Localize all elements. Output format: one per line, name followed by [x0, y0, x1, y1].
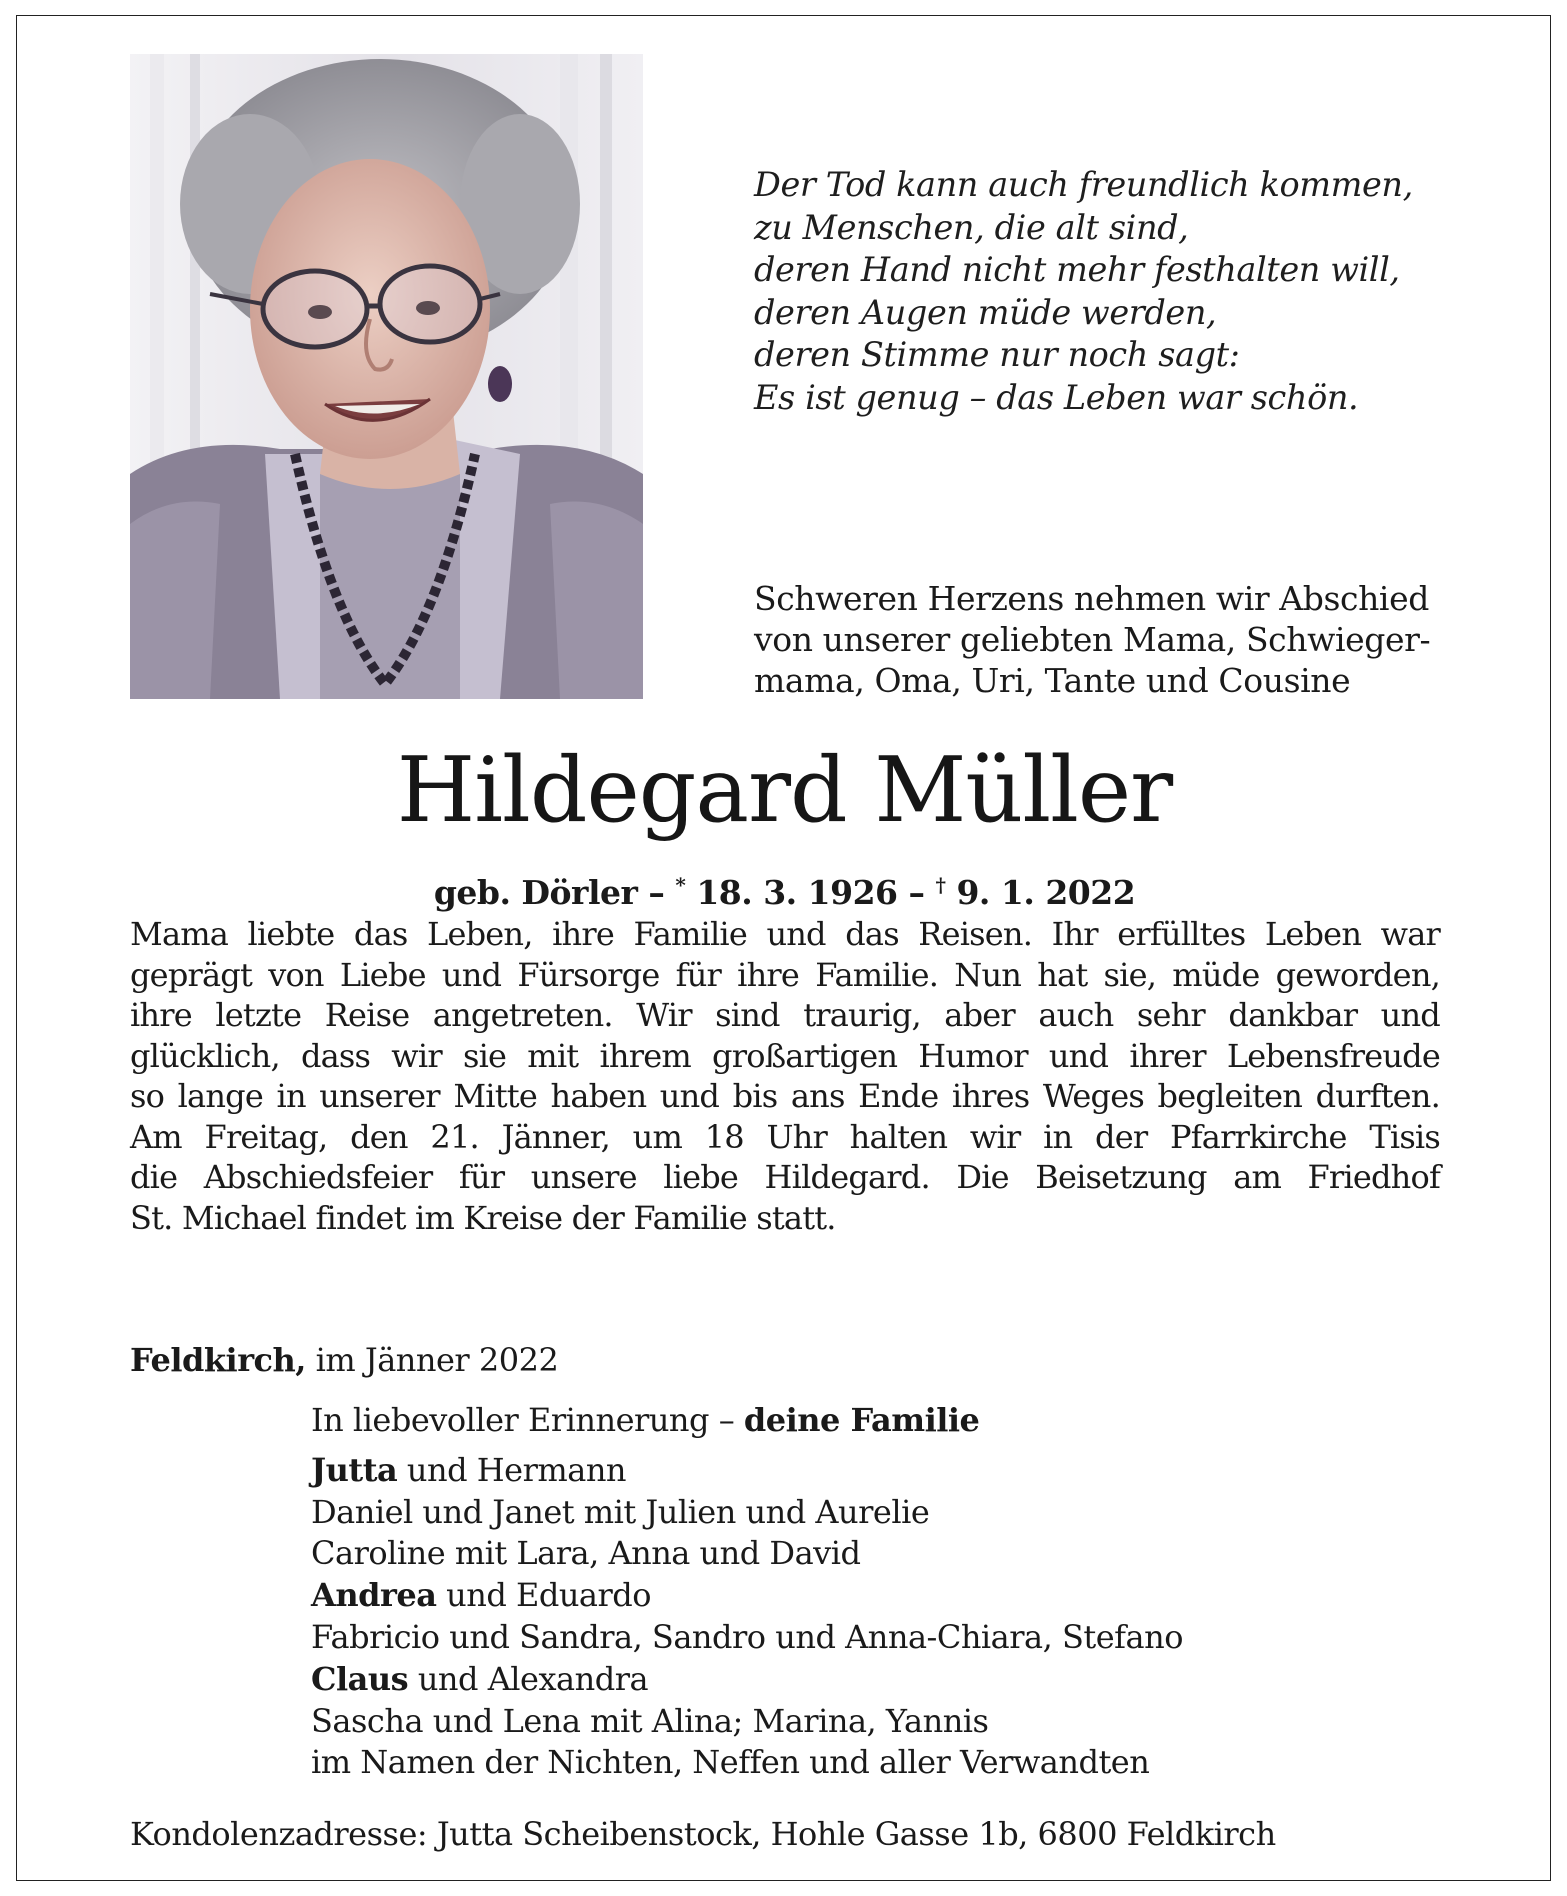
poem-line: deren Stimme nur noch sagt:: [754, 335, 1240, 374]
intro-line: Schweren Herzens nehmen wir Abschied: [754, 579, 1429, 618]
family-member-name: Claus: [311, 1659, 409, 1698]
birth-date: 18. 3. 1926: [685, 873, 898, 912]
intro-line: mama, Oma, Uri, Tante und Cousine: [754, 661, 1351, 700]
poem-line: deren Hand nicht mehr festhalten will,: [754, 250, 1400, 289]
death-date: 9. 1. 2022: [945, 873, 1136, 912]
deceased-name: Hildegard Müller: [396, 738, 1173, 843]
family-member-partner: und Alexandra: [408, 1659, 649, 1698]
body-line: Am Freitag, den 21. Jänner, um 18 Uhr halten wir in der Pfarrkirche Tisis: [130, 1117, 1440, 1156]
family-line: Caroline mit Lara, Anna und David: [311, 1534, 861, 1573]
family-member-name: Jutta: [311, 1450, 398, 1489]
condolence-address: Kondolenzadresse: Jutta Scheibenstock, Hohle Gasse 1b, 6800 Feldkirch: [130, 1815, 1276, 1853]
body-line: geprägt von Liebe und Fürsorge für ihre Familie. Nun hat sie, müde geworden,: [130, 955, 1440, 994]
poem-line: Es ist genug – das Leben war schön.: [754, 377, 1359, 417]
family-member-partner: und Hermann: [397, 1450, 627, 1489]
body-line: die Abschiedsfeier für unsere liebe Hildegard. Die Beisetzung am Friedhof: [130, 1158, 1440, 1196]
family-line: Sascha und Lena mit Alina; Marina, Yannis: [311, 1701, 989, 1740]
intro-line: von unserer geliebten Mama, Schwieger-: [754, 620, 1431, 659]
family-line: Daniel und Janet mit Julien und Aurelie: [311, 1492, 930, 1531]
portrait-illustration: [130, 54, 643, 699]
family-member-partner: und Eduardo: [436, 1576, 652, 1615]
family-line: im Namen der Nichten, Neffen und aller Verwandten: [311, 1743, 1150, 1782]
family-list: [311, 1400, 1461, 1784]
body-line: glücklich, dass wir sie mit ihrem großartigen Humor und ihrer Lebensfreude: [130, 1036, 1440, 1075]
family-member-name: Andrea: [311, 1576, 437, 1615]
farewell-intro: [754, 578, 1534, 701]
obituary-page: [16, 15, 1551, 1881]
family-line: Fabricio und Sandra, Sandro und Anna-Chiara, Stefano: [311, 1617, 1183, 1656]
body-line: Mama liebte das Leben, ihre Familie und das Reisen. Ihr erfülltes Leben war: [130, 915, 1440, 953]
poem-line: Der Tod kann auch freundlich kommen,: [754, 165, 1413, 204]
maiden-name: geb. Dörler: [433, 873, 638, 912]
body-line: so lange in unserer Mitte haben und bis ans Ende ihres Weges begleiten durften.: [130, 1077, 1440, 1115]
death-symbol: †: [935, 873, 946, 897]
poem-line: deren Augen müde werden,: [754, 292, 1217, 332]
family-line: [311, 1575, 1461, 1617]
obituary-text: [130, 914, 1440, 1238]
place-city: Feldkirch,: [130, 1341, 306, 1379]
family-intro-bold: deine Familie: [743, 1401, 980, 1439]
family-intro-text: In liebevoller Erinnerung –: [311, 1401, 744, 1439]
place-month: im Jänner 2022: [305, 1341, 559, 1379]
place-date: [130, 1340, 830, 1380]
family-line: [311, 1450, 1461, 1492]
life-dates: [17, 864, 1552, 914]
separator: –: [897, 873, 936, 912]
separator: –: [637, 873, 676, 912]
body-line: ihre letzte Reise angetreten. Wir sind traurig, aber auch sehr dankbar und: [130, 996, 1440, 1034]
family-intro: [311, 1400, 1461, 1442]
body-line: St. Michael findet im Kreise der Familie statt.: [130, 1198, 836, 1237]
poem: [754, 164, 1514, 419]
family-line: [311, 1659, 1461, 1701]
portrait-photo: [130, 54, 643, 699]
poem-line: zu Menschen, die alt sind,: [754, 207, 1189, 247]
birth-symbol: *: [675, 873, 686, 897]
